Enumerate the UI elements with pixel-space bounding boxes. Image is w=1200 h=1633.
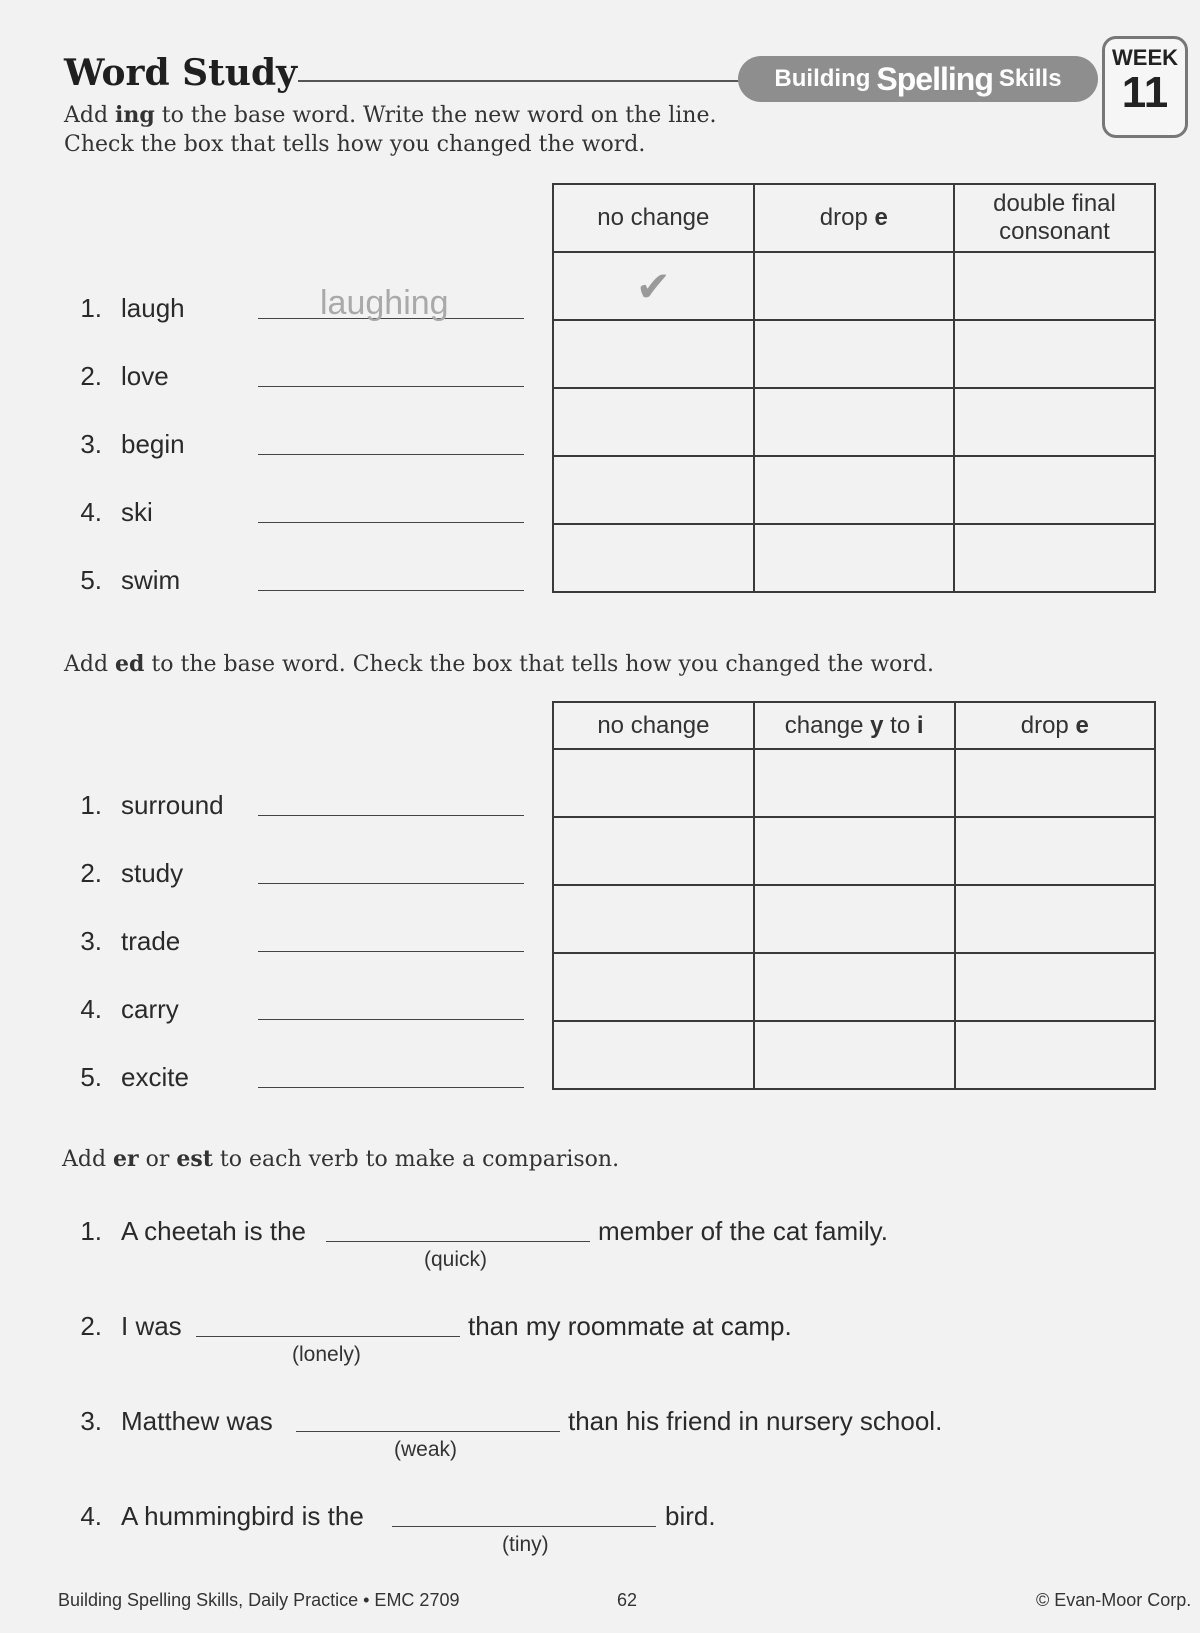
answer-line[interactable] (258, 454, 524, 455)
instr-bold: est (176, 1146, 213, 1172)
instr-text: to the base word. Check the box that tells how you changed the word. (144, 652, 935, 677)
answer-line[interactable] (258, 1019, 524, 1020)
checkbox-cell[interactable] (955, 817, 1155, 885)
section2-instruction (64, 651, 934, 677)
item-number: 3. (80, 429, 102, 459)
instr-text: or (138, 1147, 177, 1172)
header-text: change (784, 711, 871, 739)
instr-text: to the base word. Write the new word on the line. (154, 103, 717, 128)
header-text: drop (819, 204, 875, 231)
col-header-no-change: no change (553, 184, 754, 252)
sentence-start: A hummingbird is the (121, 1501, 364, 1531)
checkbox-cell[interactable] (553, 1021, 754, 1089)
col-header-drop-e (754, 184, 954, 252)
banner-prefix: Building (774, 65, 871, 92)
checkbox-cell[interactable] (754, 817, 955, 885)
checkbox-cell[interactable] (954, 456, 1155, 524)
checkbox-cell[interactable] (954, 388, 1155, 456)
answer-line[interactable] (392, 1526, 656, 1527)
item-number: 4. (80, 1501, 102, 1531)
table-row (553, 749, 1155, 817)
table-row (553, 320, 1155, 388)
verb-hint: (lonely) (292, 1343, 361, 1366)
answer-line[interactable] (258, 1087, 524, 1088)
instr-text: Add (64, 652, 116, 677)
item-number: 3. (80, 1406, 102, 1436)
header-bold: e (874, 204, 888, 231)
item-number: 3. (80, 926, 102, 956)
section2-check-table (552, 701, 1156, 1090)
answer-line[interactable] (258, 386, 524, 387)
checkbox-cell[interactable] (754, 320, 954, 388)
col-header-drop-e (955, 702, 1155, 749)
table-row (553, 1021, 1155, 1089)
sentence-start: Matthew was (121, 1406, 273, 1436)
base-word: carry (121, 994, 179, 1024)
instr-bold: ed (115, 651, 145, 677)
table-row (553, 456, 1155, 524)
base-word: trade (121, 926, 181, 956)
section3-instruction (62, 1146, 619, 1172)
verb-hint: (quick) (424, 1248, 488, 1271)
sentence-end: than my roommate at camp. (468, 1311, 792, 1341)
sentence-end: than his friend in nursery school. (568, 1406, 943, 1436)
footer-book-title: Building Spelling Skills, Daily Practice • EMC 2709 (58, 1590, 460, 1610)
instr-bold: ing (115, 102, 155, 128)
checkbox-cell[interactable] (553, 749, 754, 817)
checkbox-cell[interactable] (954, 252, 1155, 320)
header-bold: y (870, 711, 884, 739)
table-row (553, 524, 1155, 592)
section1-instruction-2: Check the box that tells how you changed the word. (64, 132, 646, 157)
sentence-end: member of the cat family. (598, 1216, 888, 1246)
answer-line[interactable] (258, 590, 524, 591)
verb-hint: (tiny) (502, 1533, 549, 1556)
checkbox-cell[interactable] (553, 252, 754, 320)
checkbox-cell[interactable] (754, 524, 954, 592)
checkbox-cell[interactable] (754, 252, 954, 320)
item-number: 1. (80, 293, 102, 323)
page-number: 62 (617, 1590, 638, 1610)
header-text: consonant (999, 218, 1110, 245)
banner-main: Spelling (876, 60, 993, 97)
answer-line[interactable] (258, 951, 524, 952)
item-number: 1. (80, 1216, 102, 1246)
checkbox-cell[interactable] (754, 388, 954, 456)
table-row (553, 388, 1155, 456)
answer-line[interactable] (258, 883, 524, 884)
item-number: 4. (80, 497, 102, 527)
header-bold: i (916, 711, 924, 739)
checkbox-cell[interactable] (954, 320, 1155, 388)
answer-line[interactable] (258, 815, 524, 816)
base-word: study (121, 858, 184, 888)
instr-bold: er (113, 1146, 139, 1172)
sentence-start: A cheetah is the (121, 1216, 307, 1246)
checkbox-cell[interactable] (955, 1021, 1155, 1089)
item-number: 1. (80, 790, 102, 820)
series-banner (738, 56, 1098, 102)
table-row (553, 953, 1155, 1021)
header-text: to (883, 711, 917, 739)
checkbox-cell[interactable] (955, 749, 1155, 817)
table-header-row (553, 702, 1155, 749)
checkbox-cell[interactable] (553, 817, 754, 885)
answer-line[interactable] (258, 522, 524, 523)
item-number: 2. (80, 1311, 102, 1341)
sample-answer: laughing (320, 284, 449, 322)
header-bold: e (1075, 711, 1089, 739)
table-row (553, 885, 1155, 953)
base-word: ski (121, 497, 153, 527)
checkbox-cell[interactable] (553, 953, 754, 1021)
week-number: 11 (1121, 68, 1169, 117)
checkbox-cell[interactable] (553, 320, 754, 388)
col-header-change-y-to-i (754, 702, 955, 749)
checkbox-cell[interactable] (754, 885, 955, 953)
header-text: drop (1020, 711, 1076, 739)
section1-instruction-1 (64, 102, 716, 128)
sentence-start: I was (121, 1311, 182, 1341)
banner-suffix: Skills (998, 65, 1062, 92)
base-word: laugh (121, 293, 185, 323)
checkbox-cell[interactable] (553, 388, 754, 456)
answer-line[interactable] (326, 1241, 590, 1242)
answer-line[interactable] (296, 1431, 560, 1432)
section1-check-table (552, 183, 1156, 593)
table-row (553, 252, 1155, 320)
instr-text: to each verb to make a comparison. (212, 1147, 620, 1172)
table-header-row (553, 184, 1155, 252)
base-word: swim (121, 565, 181, 595)
item-number: 5. (80, 1062, 102, 1092)
table-row (553, 817, 1155, 885)
checkbox-cell[interactable] (754, 456, 954, 524)
checkbox-cell[interactable] (955, 953, 1155, 1021)
base-word: love (121, 361, 169, 391)
checkbox-cell[interactable] (955, 885, 1155, 953)
checkbox-cell[interactable] (754, 1021, 955, 1089)
item-number: 2. (80, 858, 102, 888)
instr-text: Add (64, 103, 116, 128)
week-label: WEEK (1112, 45, 1178, 70)
col-header-no-change: no change (553, 702, 754, 749)
instr-text: Add (62, 1147, 114, 1172)
header-text: double final (993, 190, 1116, 217)
col-header-double-final (954, 184, 1155, 252)
footer-copyright: © Evan-Moor Corp. (1036, 1590, 1192, 1610)
checkbox-cell[interactable] (754, 953, 955, 1021)
base-word: excite (121, 1062, 189, 1092)
week-badge (1102, 36, 1188, 138)
page-title: Word Study (64, 52, 298, 94)
checkbox-cell[interactable] (553, 456, 754, 524)
item-number: 4. (80, 994, 102, 1024)
verb-hint: (weak) (394, 1438, 458, 1461)
checkbox-cell[interactable] (553, 885, 754, 953)
check-mark-icon: ✔ (635, 262, 671, 310)
base-word: begin (121, 429, 185, 459)
answer-line[interactable] (196, 1336, 460, 1337)
title-rule (298, 80, 748, 82)
item-number: 2. (80, 361, 102, 391)
checkbox-cell[interactable] (754, 749, 955, 817)
sentence-end: bird. (665, 1501, 716, 1531)
item-number: 5. (80, 565, 102, 595)
checkbox-cell[interactable] (553, 524, 754, 592)
base-word: surround (121, 790, 224, 820)
checkbox-cell[interactable] (954, 524, 1155, 592)
